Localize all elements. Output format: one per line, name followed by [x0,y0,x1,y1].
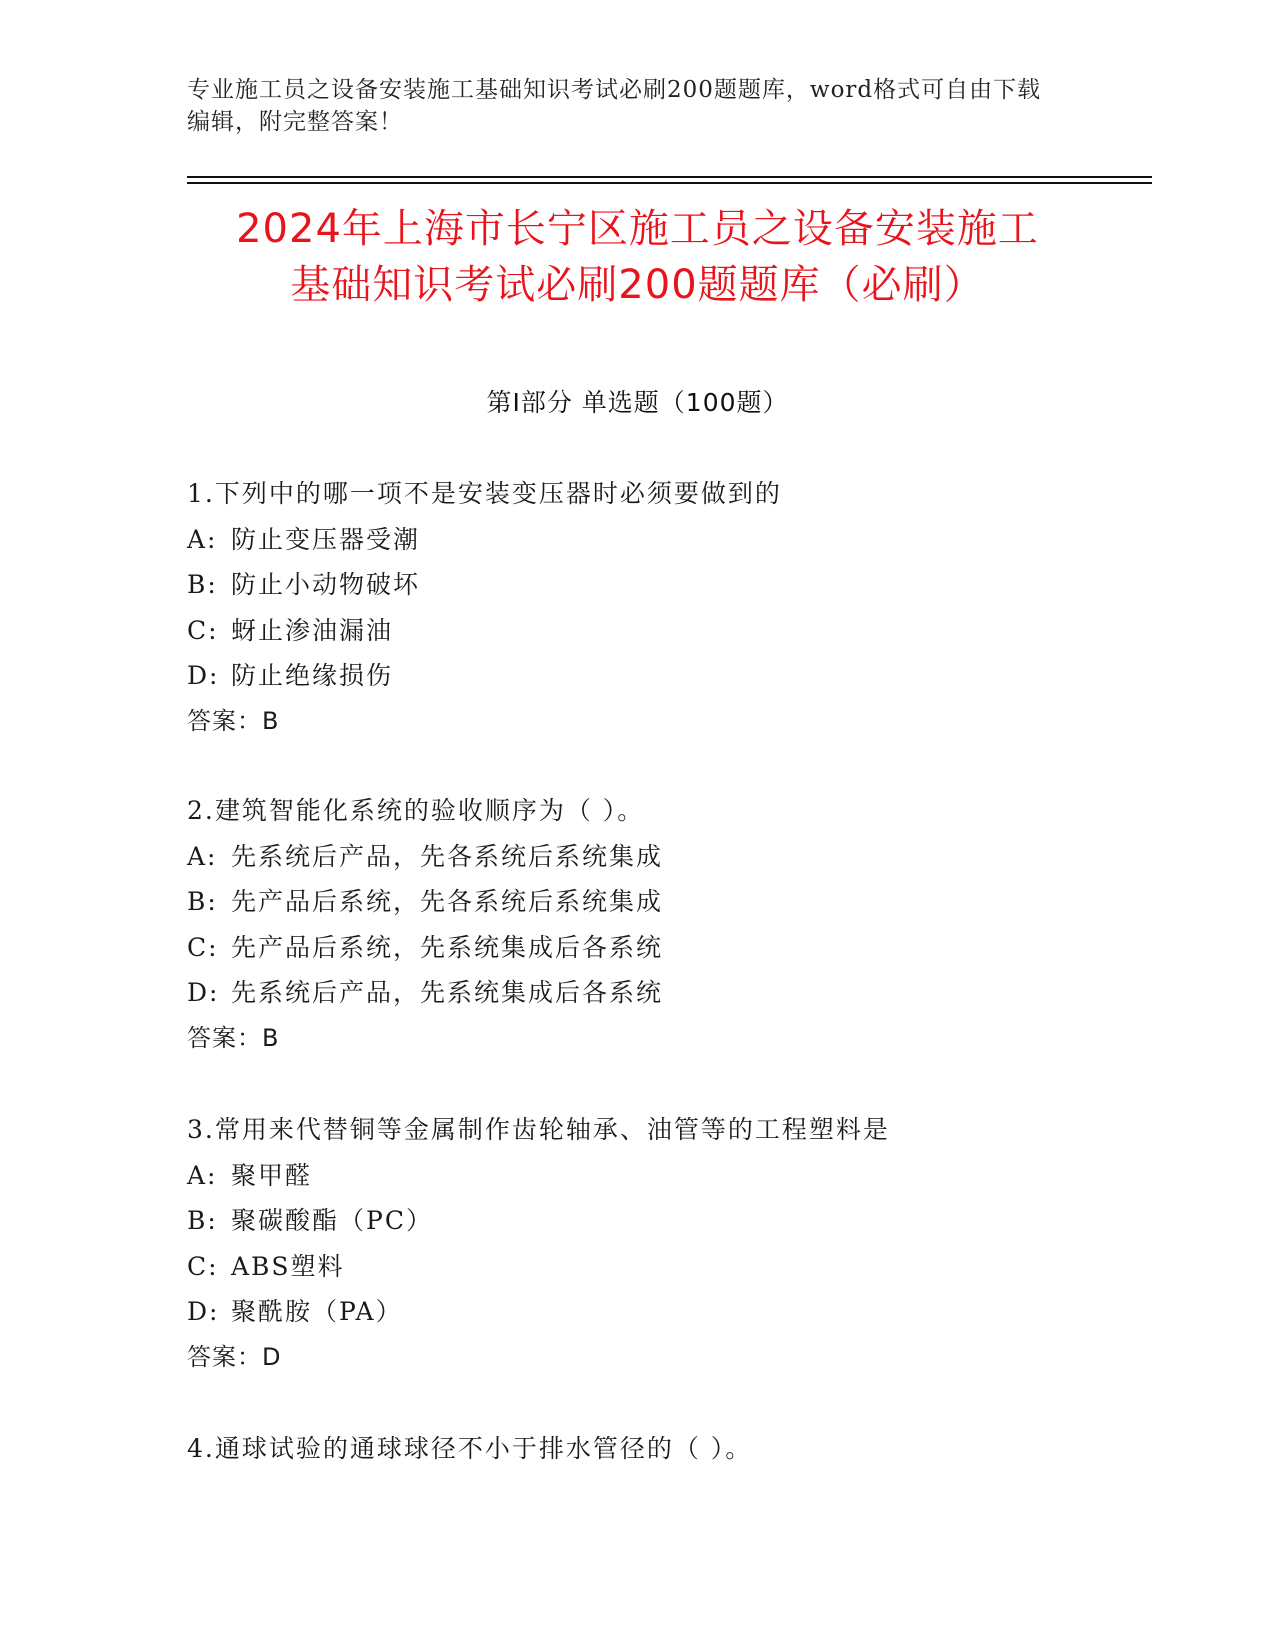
question-stem: 3.常用来代替铜等金属制作齿轮轴承、油管等的工程塑料是 [187,1115,890,1144]
question-1 [187,471,1187,744]
option-text: 先产品后系统，先各系统后系统集成 [231,887,664,916]
option-c [187,608,1187,654]
option-key: A: [187,524,218,554]
option-text: 先系统后产品，先各系统后系统集成 [231,841,664,871]
question-stem: 2.建筑智能化系统的验收顺序为（ ）。 [187,796,645,825]
option-a [187,1153,1187,1199]
option-d [187,1289,1187,1335]
question-stem: 1.下列中的哪一项不是安装变压器时必须要做到的 [187,479,782,508]
section-title: 第I部分 单选题（100题） [486,388,789,417]
question-3 [187,1107,1187,1380]
option-key: B: [187,570,218,599]
answer: 答案：D [187,1342,282,1371]
option-text: 防止绝缘损伤 [231,661,394,690]
header-divider-top [187,176,1152,178]
option-text: 防止变压器受潮 [231,524,421,554]
option-key: B: [187,887,218,916]
option-c [187,1244,1187,1290]
option-b [187,562,1187,608]
option-text: 聚酰胺（PA） [231,1297,403,1326]
option-key: A: [187,1160,218,1190]
option-a [187,834,1187,880]
option-key: A: [187,841,218,871]
option-b [187,1198,1187,1244]
option-key: D: [187,978,220,1007]
option-key: C: [187,615,219,645]
option-key: D: [187,1297,220,1326]
option-d [187,653,1187,699]
page-title [150,201,1125,313]
question-4 [187,1426,1187,1472]
option-c [187,925,1187,971]
page-title-line1: 2024年上海市长宁区施工员之设备安装施工 [236,206,1039,252]
question-2 [187,788,1187,1061]
option-a [187,517,1187,563]
option-text: ABS塑料 [231,1251,345,1281]
option-text: 蚜止渗油漏油 [231,615,394,645]
header-note-line2: 编辑，附完整答案！ [187,109,403,135]
page-title-line2: 基础知识考试必刷200题题库（必刷） [290,262,985,308]
header-divider-bottom [187,182,1152,184]
option-text: 聚碳酸酯（PC） [231,1206,433,1235]
option-key: C: [187,1251,219,1281]
question-stem: 4.通球试验的通球球径不小于排水管径的（ ）。 [187,1434,753,1463]
header-note [187,74,1067,138]
header-note-line1: 专业施工员之设备安装施工基础知识考试必刷200题题库，word格式可自由下载 [187,77,1042,103]
answer: 答案：B [187,706,280,735]
option-key: C: [187,932,219,962]
option-b [187,879,1187,925]
option-text: 防止小动物破坏 [231,570,421,599]
answer: 答案：B [187,1023,280,1052]
option-key: B: [187,1206,218,1235]
option-text: 先产品后系统，先系统集成后各系统 [231,932,664,962]
option-text: 先系统后产品，先系统集成后各系统 [231,978,664,1007]
option-key: D: [187,661,220,690]
option-text: 聚甲醛 [231,1160,313,1190]
option-d [187,970,1187,1016]
